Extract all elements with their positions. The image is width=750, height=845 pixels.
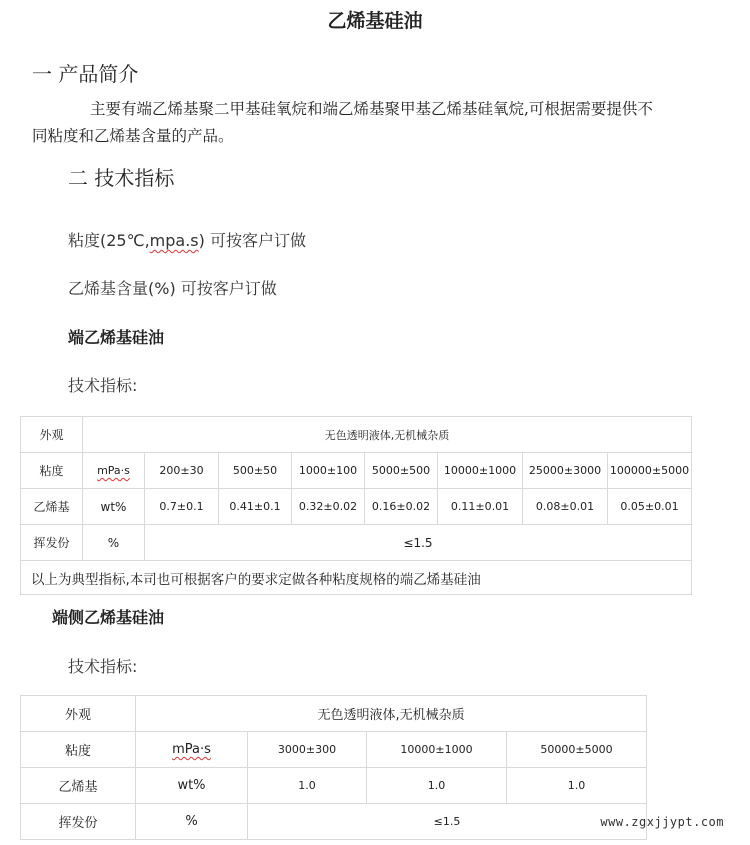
- viscosity-label: 粘度: [21, 732, 136, 768]
- viscosity-label: 粘度: [21, 453, 83, 489]
- vinyl-label: 乙烯基: [21, 768, 136, 804]
- product2-spec-label: 技术指标:: [68, 657, 138, 676]
- product1-spec-label: 技术指标:: [68, 376, 138, 395]
- viscosity-value: 3000±300: [248, 732, 367, 768]
- viscosity-value: 100000±5000: [608, 453, 692, 489]
- product2-spec-table: [20, 695, 647, 840]
- intro-paragraph-line2: 同粘度和乙烯基含量的产品。: [32, 127, 234, 145]
- viscosity-value: 500±50: [219, 453, 292, 489]
- intro-paragraph-line1: 主要有端乙烯基聚二甲基硅氧烷和端乙烯基聚甲基乙烯基硅氧烷,可根据需要提供不: [90, 100, 653, 118]
- vinyl-unit: wt%: [136, 768, 248, 804]
- viscosity-value: 50000±5000: [507, 732, 647, 768]
- product1-spec-table: [20, 416, 692, 595]
- viscosity-value: 200±30: [145, 453, 219, 489]
- product2-name: 端侧乙烯基硅油: [52, 608, 165, 627]
- vinyl-content-spec: 乙烯基含量(%) 可按客户订做: [68, 279, 277, 298]
- vinyl-value: 0.32±0.02: [292, 489, 365, 525]
- volatile-value: ≤1.5: [248, 804, 647, 840]
- section-heading-intro: 一 产品简介: [32, 62, 139, 86]
- viscosity-spec-unit: mpa.s: [149, 231, 199, 250]
- appearance-label: 外观: [21, 417, 83, 453]
- vinyl-value: 0.08±0.01: [523, 489, 608, 525]
- section-heading-specs: 二 技术指标: [68, 166, 175, 190]
- vinyl-unit: wt%: [83, 489, 145, 525]
- table-note: 以上为典型指标,本司也可根据客户的要求定做各种粘度规格的端乙烯基硅油: [21, 561, 692, 595]
- viscosity-unit: mPa·s: [83, 453, 145, 489]
- viscosity-value: 5000±500: [365, 453, 438, 489]
- product1-name: 端乙烯基硅油: [68, 328, 165, 347]
- appearance-label: 外观: [21, 696, 136, 732]
- vinyl-value: 0.41±0.1: [219, 489, 292, 525]
- vinyl-value: 0.7±0.1: [145, 489, 219, 525]
- viscosity-value: 10000±1000: [438, 453, 523, 489]
- vinyl-label: 乙烯基: [21, 489, 83, 525]
- vinyl-value: 0.05±0.01: [608, 489, 692, 525]
- volatile-value: ≤1.5: [145, 525, 692, 561]
- vinyl-value: 0.16±0.02: [365, 489, 438, 525]
- vinyl-value: 1.0: [367, 768, 507, 804]
- viscosity-value: 10000±1000: [367, 732, 507, 768]
- page-title: 乙烯基硅油: [327, 10, 423, 32]
- viscosity-spec-suffix: ) 可按客户订做: [198, 231, 306, 250]
- vinyl-value: 0.11±0.01: [438, 489, 523, 525]
- volatile-label: 挥发份: [21, 525, 83, 561]
- viscosity-spec: [68, 228, 306, 251]
- vinyl-value: 1.0: [248, 768, 367, 804]
- volatile-unit: %: [136, 804, 248, 840]
- volatile-unit: %: [83, 525, 145, 561]
- site-watermark: www.zgxjjypt.com: [600, 815, 724, 829]
- vinyl-value: 1.0: [507, 768, 647, 804]
- appearance-value: 无色透明液体,无机械杂质: [83, 417, 692, 453]
- volatile-label: 挥发份: [21, 804, 136, 840]
- viscosity-value: 1000±100: [292, 453, 365, 489]
- viscosity-unit: mPa·s: [136, 732, 248, 768]
- appearance-value: 无色透明液体,无机械杂质: [136, 696, 647, 732]
- viscosity-spec-prefix: 粘度(25℃,: [68, 231, 150, 250]
- viscosity-value: 25000±3000: [523, 453, 608, 489]
